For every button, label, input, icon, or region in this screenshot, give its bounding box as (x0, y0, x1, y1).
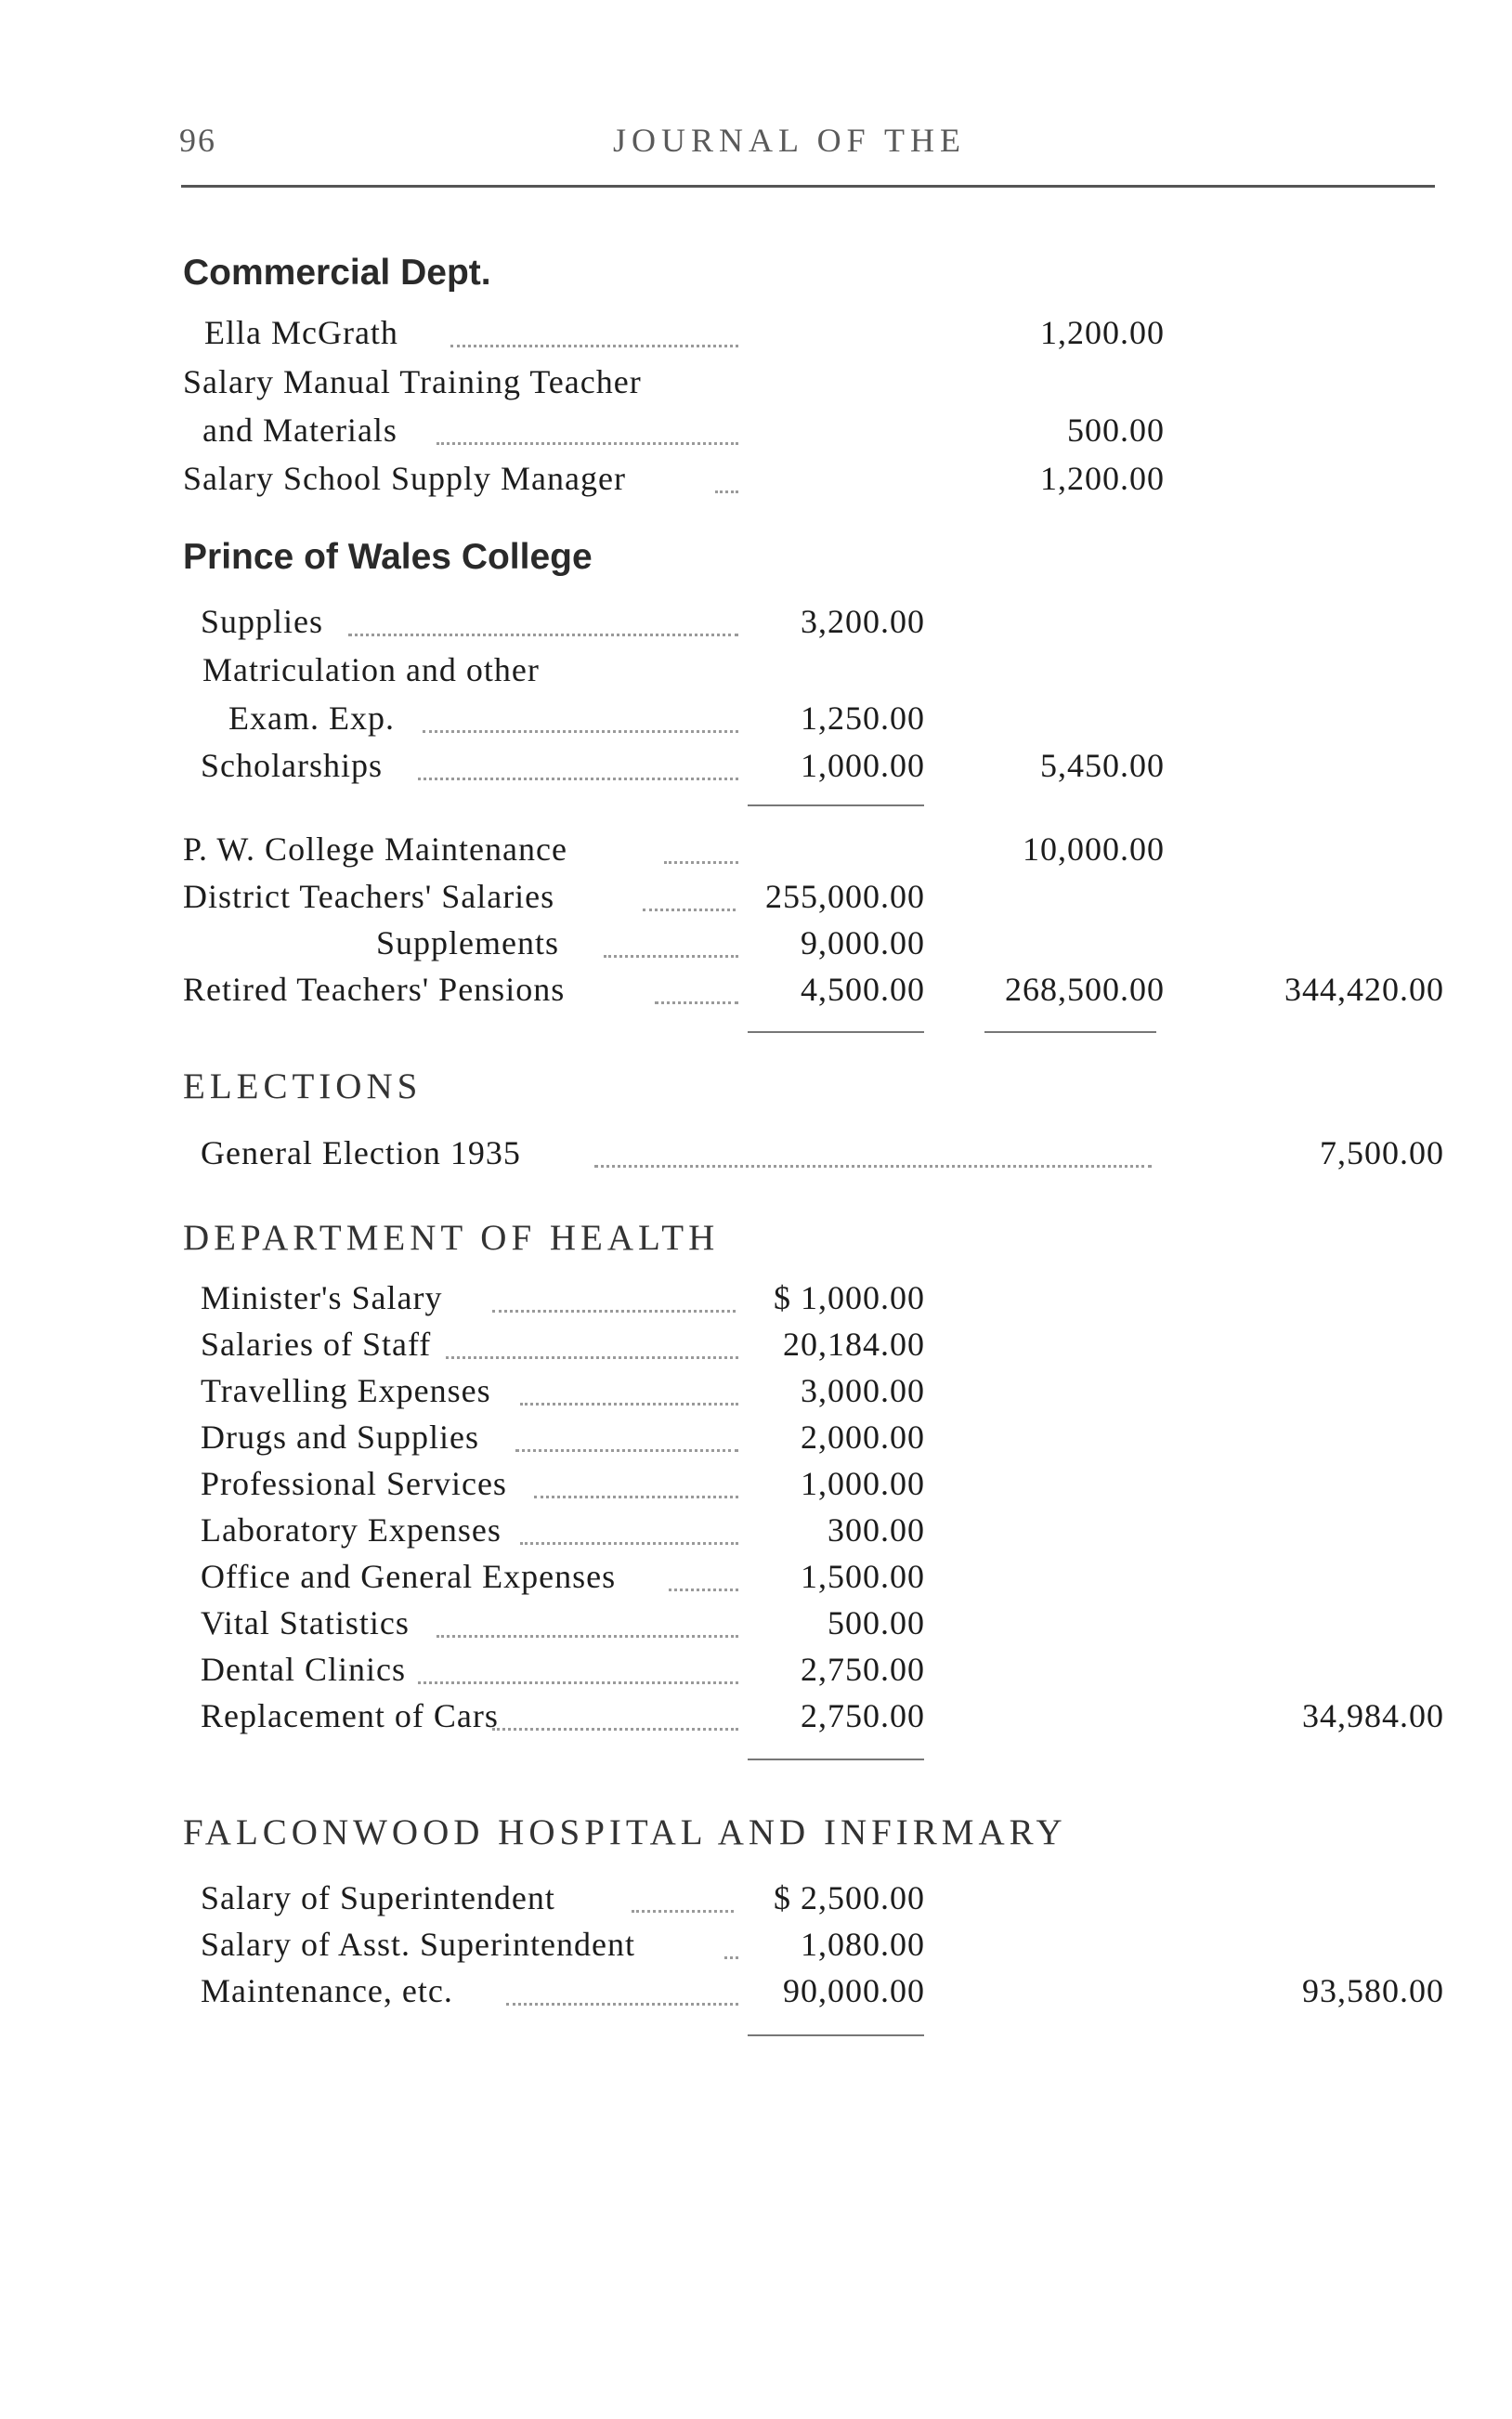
amount-col1: 2,750.00 (801, 1651, 925, 1688)
section-heading-pwc: Prince of Wales College (183, 537, 593, 577)
row-label: Minister's Salary (201, 1279, 443, 1316)
row-label: Maintenance, etc. (201, 1972, 453, 2009)
amount-col3: 344,420.00 (1284, 971, 1444, 1008)
subtotal-rule (748, 1031, 924, 1033)
amount-col2: 5,450.00 (1040, 747, 1165, 784)
row-label: Salary Manual Training Teacher (183, 363, 642, 400)
amount-col1: 1,000.00 (801, 747, 925, 784)
leader-dots (418, 778, 738, 780)
header-rule (181, 185, 1435, 188)
amount-col1: 1,000.00 (801, 1465, 925, 1502)
row-label: P. W. College Maintenance (183, 830, 567, 868)
running-title: JOURNAL OF THE (613, 122, 967, 159)
leader-dots (423, 730, 738, 733)
amount-col2: 1,200.00 (1040, 314, 1165, 351)
row-label: Salary of Superintendent (201, 1879, 555, 1916)
amount-col3: 7,500.00 (1320, 1134, 1444, 1171)
amount-col2: 10,000.00 (1023, 830, 1165, 868)
leader-dots (418, 1681, 738, 1684)
row-label: and Materials (202, 412, 398, 449)
leader-dots (594, 1165, 1152, 1168)
amount-col1: 4,500.00 (801, 971, 925, 1008)
subtotal-rule (984, 1031, 1156, 1033)
amount-col3: 34,984.00 (1302, 1697, 1444, 1734)
row-label: Retired Teachers' Pensions (183, 971, 566, 1008)
leader-dots (515, 1449, 738, 1452)
amount-col1: $ 2,500.00 (774, 1879, 925, 1916)
row-label: Replacement of Cars (201, 1697, 499, 1734)
amount-col1: 1,500.00 (801, 1558, 925, 1595)
row-label: Travelling Expenses (201, 1372, 491, 1409)
leader-dots (437, 442, 738, 445)
row-label: Office and General Expenses (201, 1558, 617, 1595)
leader-dots (450, 345, 738, 347)
row-label: Drugs and Supplies (201, 1419, 479, 1456)
leader-dots (348, 634, 738, 636)
row-label: General Election 1935 (201, 1134, 521, 1171)
amount-col2: 268,500.00 (1005, 971, 1165, 1008)
section-heading-commercial: Commercial Dept. (183, 253, 491, 293)
row-label: Scholarships (201, 747, 383, 784)
amount-col3: 93,580.00 (1302, 1972, 1444, 2009)
leader-dots (715, 490, 738, 493)
amount-col1: 3,000.00 (801, 1372, 925, 1409)
amount-col1: 9,000.00 (801, 924, 925, 961)
row-label: Salaries of Staff (201, 1326, 432, 1363)
leader-dots (492, 1310, 736, 1313)
row-label: Professional Services (201, 1465, 507, 1502)
section-heading-falconwood: FALCONWOOD HOSPITAL AND INFIRMARY (183, 1812, 1067, 1852)
row-label: Salary of Asst. Superintendent (201, 1926, 635, 1963)
amount-col1: 20,184.00 (783, 1326, 925, 1363)
subtotal-rule (748, 2034, 924, 2036)
leader-dots (446, 1356, 738, 1359)
row-label: Matriculation and other (202, 651, 540, 688)
row-label: District Teachers' Salaries (183, 878, 555, 915)
section-heading-elections: ELECTIONS (183, 1066, 423, 1106)
row-label: Supplements (376, 924, 559, 961)
amount-col1: 300.00 (828, 1511, 925, 1549)
row-label: Vital Statistics (201, 1604, 410, 1641)
amount-col1: 255,000.00 (765, 878, 925, 915)
amount-col1: 500.00 (828, 1604, 925, 1641)
amount-col1: 3,200.00 (801, 603, 925, 640)
row-label: Dental Clinics (201, 1651, 406, 1688)
row-label: Supplies (201, 603, 324, 640)
section-heading-health: DEPARTMENT OF HEALTH (183, 1218, 720, 1258)
amount-col2: 500.00 (1067, 412, 1165, 449)
row-label: Salary School Supply Manager (183, 460, 626, 497)
row-label: Exam. Exp. (228, 700, 395, 737)
page-number: 96 (179, 122, 216, 159)
row-label: Laboratory Expenses (201, 1511, 502, 1549)
amount-col2: 1,200.00 (1040, 460, 1165, 497)
subtotal-rule (748, 1759, 924, 1760)
amount-col1: 2,750.00 (801, 1697, 925, 1734)
row-label: Ella McGrath (204, 314, 398, 351)
amount-col1: 1,080.00 (801, 1926, 925, 1963)
amount-col1: 2,000.00 (801, 1419, 925, 1456)
leader-dots (437, 1635, 738, 1638)
amount-col1: 1,250.00 (801, 700, 925, 737)
subtotal-rule (748, 804, 924, 806)
amount-col1: 90,000.00 (783, 1972, 925, 2009)
leader-dots (664, 861, 738, 864)
leader-dots (506, 2003, 738, 2006)
leader-dots (492, 1728, 738, 1731)
amount-col1: $ 1,000.00 (774, 1279, 925, 1316)
